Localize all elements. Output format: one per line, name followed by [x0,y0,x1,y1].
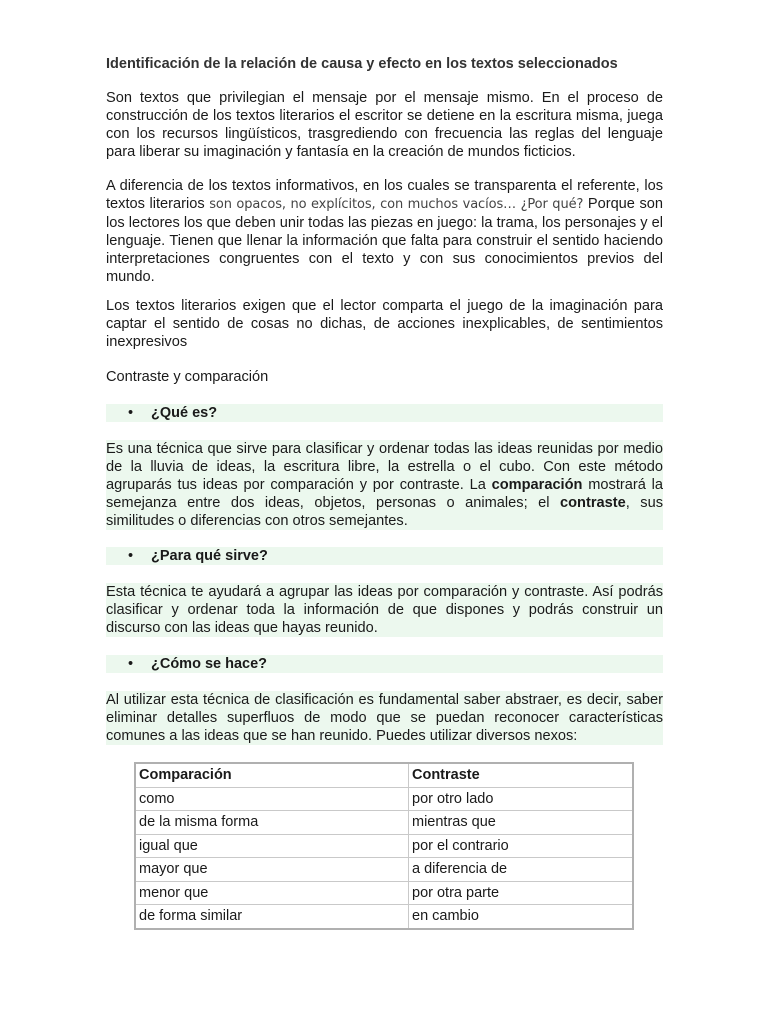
table-row [135,834,633,858]
table-cell: de la misma forma [135,811,409,835]
paragraph-imagination: Los textos literarios exigen que el lector comparta el juego de la imaginación para captar el sentido de cosas no dichas, de acciones inexplicables, de sentimientos inexpresivos [106,298,663,350]
bullet-dot-icon: • [128,405,134,421]
bullet-para-que-sirve-label: ¿Para qué sirve? [151,548,268,564]
table-cell: mayor que [135,858,409,882]
bullet-dot-icon: • [128,656,134,672]
bullet-para-que-sirve [106,547,663,565]
document-title: Identificación de la relación de causa y efecto en los textos seleccionados [106,56,618,72]
bullet-que-es-label: ¿Qué es? [151,405,218,421]
table-header-row [135,763,633,787]
paragraph-intro: Son textos que privilegian el mensaje por el mensaje mismo. En el proceso de construcción de los textos literarios el escritor se detiene en la escritura misma, juega con los recursos lingüísticos, trasgrediendo con frecuencia las reglas del lenguaje para liberar su imaginación y fantasía en la creación de mundos ficticios. [106,90,663,160]
table-cell: a diferencia de [409,858,634,882]
table-cell: por otra parte [409,881,634,905]
nexos-table [134,762,634,930]
paragraph-opacity-question: son opacos, no explícitos, con muchos vacíos… ¿Por qué? [209,197,584,212]
table-row [135,881,633,905]
table-row [135,787,633,811]
term-comparacion: comparación [491,477,583,493]
table-cell: como [135,787,409,811]
section-subtitle: Contraste y comparación [106,369,269,385]
table-cell: por otro lado [409,787,634,811]
table-cell: menor que [135,881,409,905]
answer-que-es-text-3: , sus similitudes o diferencias con otros semejantes. [106,495,663,529]
bullet-dot-icon: • [128,548,134,564]
table-row [135,811,633,835]
answer-que-es [106,440,663,530]
answer-que-es-text-1: Es una técnica que sirve para clasificar y ordenar todas las ideas reunidas por medio de la lluvia de ideas, la escritura libre, la estrella o el cubo. Con este método agruparás tus ideas por comparación y por contraste. La [106,441,663,493]
answer-para-que-sirve: Esta técnica te ayudará a agrupar las ideas por comparación y contraste. Así podrás clasificar y ordenar toda la información de que dispones y podrás construir un discurso con las ideas que hayas reunido. [106,584,663,636]
bullet-que-es [106,404,663,422]
paragraph-opacity-end: Porque son los lectores los que deben unir todas las piezas en juego: la trama, los personajes y el lenguaje. Tienen que llenar la información que falta para construir el sentido haciendo interpretaciones congruentes con el texto y con sus conocimientos previos del mundo. [106,196,664,285]
table-header-comparacion: Comparación [135,763,409,787]
bullet-como-se-hace [106,655,663,673]
answer-como-se-hace: Al utilizar esta técnica de clasificación es fundamental saber abstraer, es decir, saber eliminar detalles superfluos de modo que se puedan reconocer características comunes a las ideas que se han reunido. Puedes utilizar diversos nexos: [106,692,663,744]
paragraph-opacity-start: A diferencia de los textos informativos, en los cuales se transparenta el referente, los textos literarios [106,178,663,212]
table-row [135,905,633,929]
table-cell: de forma similar [135,905,409,929]
table-cell: en cambio [409,905,634,929]
paragraph-opacity [106,177,663,286]
bullet-como-se-hace-label: ¿Cómo se hace? [151,656,268,672]
table-cell: por el contrario [409,834,634,858]
table-cell: igual que [135,834,409,858]
term-contraste: contraste [560,495,626,511]
table-row [135,858,633,882]
answer-que-es-text-2: mostrará la semejanza entre dos ideas, objetos, personas o animales; el [106,477,663,511]
table-header-contraste: Contraste [409,763,634,787]
table-cell: mientras que [409,811,634,835]
